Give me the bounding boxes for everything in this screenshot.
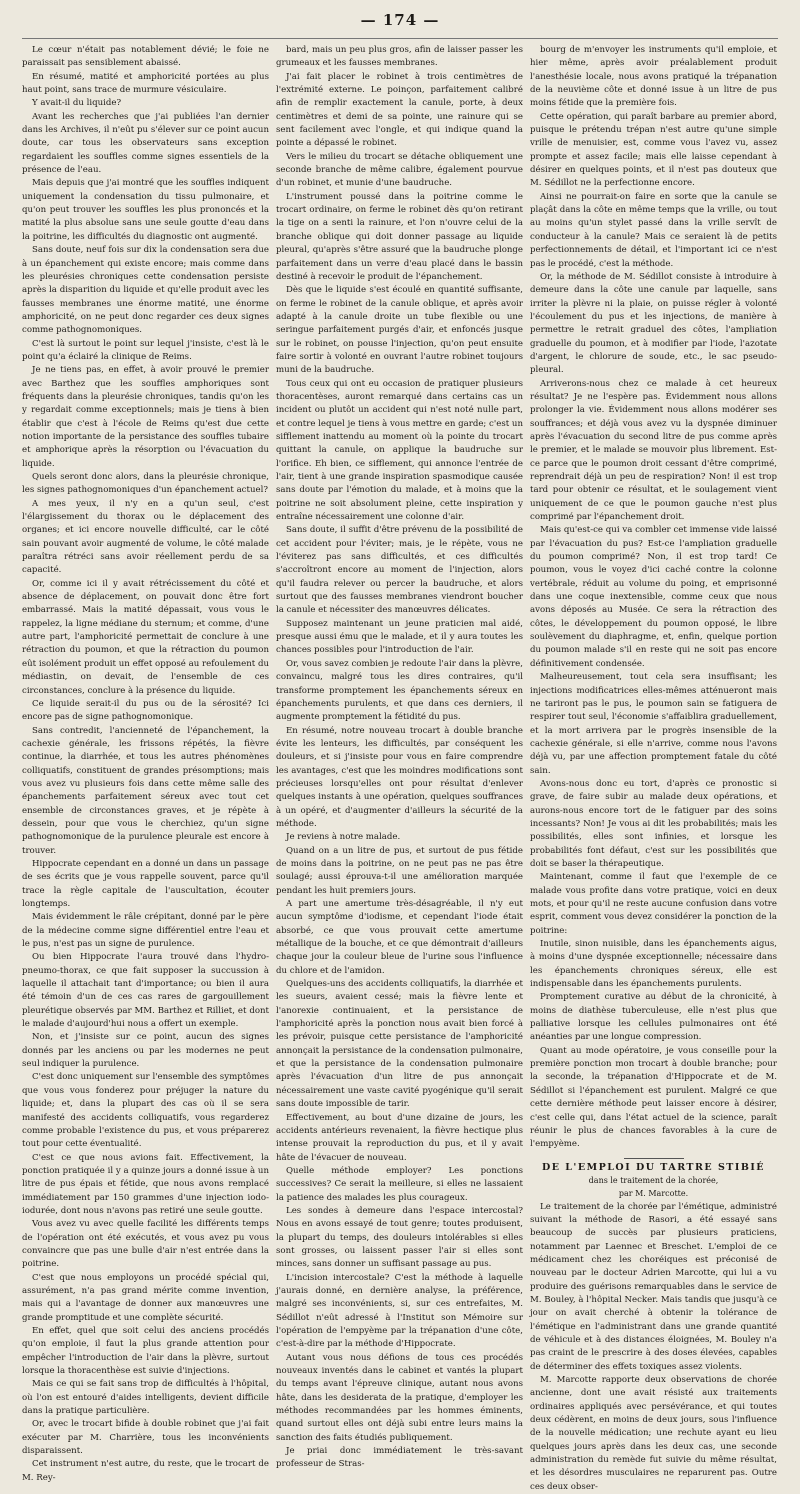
paragraph: A part une amertume très-désagréable, il n'y eut aucun symptôme d'iodisme, et cependant l'iode était absorbé, ce que vous prouvait cette amertume métallique de la bouche, et ce que démontrait d'ailleurs chaque jour la couleur bleue de l'urine sous l'influence du chlore et de l'amidon. (276, 899, 523, 976)
paragraph: Les sondes à demeure dans l'espace intercostal? Nous en avons essayé de tout genre; toutes produisent, la plupart du temps, des douleurs intolérables si elles sont grosses, ou laissent passer l'air si elles sont minces, sans donner un suffisant passage au pus. (276, 1205, 523, 1270)
paragraph: Je ne tiens pas, en effet, à avoir prouvé le premier avec Barthez que les souffles amphoriques sont fréquents dans la pleurésie chroniques, tandis qu'on les y regardait comme exceptionnels; mais je tiens à bien établir que c'est à l'école de Reims qu'est due cette notion importante de la persistance des souffles tubaire et amphorique après la résorption ou l'évacuation du liquide. (22, 365, 269, 469)
paragraph: Sans doute, il suffit d'être prévenu de la possibilité de cet accident pour l'éviter; mais, je le répète, vous ne l'éviterez pas sans difficultés, et ces difficultés s'accroîtront encore au moment de l'injection, alors qu'il faudra relever ou percer la baudruche, et alors surtout que des fausses membranes viendront boucher la canule et nécessiter des manœuvres délicates. (276, 525, 523, 616)
header-rule (22, 38, 778, 39)
paragraph: Arriverons-nous chez ce malade à cet heureux résultat? Je ne l'espère pas. Évidemment nous allons prolonger la vie. Évidemment nous allons modérer ses souffrances; et déjà vous avez vu la dyspnée diminuer après l'évacuation du second litre de pus comme après le premier, et le malade se mouvoir plus librement. Est-ce parce que le poumon droit cessant d'être comprimé, reprendrait déjà un peu de respiration? Non! il est trop tard pour obtenir ce résultat, et le soulagement vient uniquement de ce que le poumon gauche n'est plus comprimé par l'épanchement droit. (530, 378, 777, 523)
paragraph: Ce liquide serait-il du pus ou de la sérosité? Ici encore pas de signe pathognomonique. (22, 698, 269, 723)
page-number: — 174 — (360, 11, 440, 29)
section-separator (624, 1158, 684, 1159)
paragraph: Je reviens à notre malade. (286, 832, 401, 843)
paragraph: Effectivement, au bout d'une dizaine de jours, les accidents antérieurs revenaient, la fièvre hectique plus intense prouvait la reproduction du pus, et il y avait hâte de l'évacuer de nouveau. (276, 1112, 523, 1163)
paragraph: Le traitement de la chorée par l'émétique, administré suivant la méthode de Rasori, a été essayé sans beaucoup de succès par plusieurs praticiens, notamment par Laennec et Breschet. L'emploi de ce médicament chez les choréiques est préconisé de nouveau par le docteur Adrien Marcotte, qui lui a vu produire des guérisons remarquables dans le service de M. Bouley, à l'hôpital Necker. Mais tandis que jusqu'à ce jour on avait cherché à obtenir la tolérance de l'émétique en l'administrant dans une grande quantité de véhicule et à des distances éloignées, M. Bouley n'a pas craint de le prescrire à des doses élevées, capables de déterminer des effets toxiques assez violents. (530, 1201, 777, 1372)
paragraph: Vous avez vu avec quelle facilité les différents temps de l'opération ont été exécutés, et vous avez pu vous convaincre que pas une bulle d'air n'est entrée dans la poitrine. (22, 1219, 269, 1270)
paragraph: Ou bien Hippocrate l'aura trouvé dans l'hydro-pneumo-thorax, ce que fait supposer la succussion à laquelle il attachait tant d'importance; ou bien il aura été témoin d'un de ces cas rares de gargouillement pleurétique observés par MM. Barthez et Rilliet, et dont le malade d'aujourd'hui nous a offert un exemple. (22, 952, 269, 1030)
paragraph: Autant vous nous défions de tous ces procédés nouveaux inventés dans le cabinet et vantés la plupart du temps avant l'épreuve clinique, autant nous avons hâte, dans les desiderata de la pratique, d'employer les méthodes recommandées par les hommes éminents, quand surtout elles ont déjà subi entre leurs mains la sanction des faits étudiés publiquement. (276, 1352, 523, 1443)
paragraph: Dès que le liquide s'est écoulé en quantité suffisante, on ferme le robinet de la canule oblique, et après avoir adapté à la canule droite un tube flexible ou une seringue parfaitement purgés d'air, et enfoncés jusque sur le robinet, on pousse l'injection, qu'on peut ensuite faire sortir à volonté en ouvrant l'autre robinet toujours muni de la baudruche. (276, 285, 523, 376)
paragraph: Le cœur n'était pas notablement dévié; le foie ne paraissait pas sensiblement abaissé. (22, 45, 269, 69)
section-author: par M. Marcotte. (618, 1189, 689, 1199)
paragraph: Supposez maintenant un jeune praticien mal aidé, presque aussi ému que le malade, et il y aura toutes les chances possibles pour l'introduction de l'air. (276, 618, 523, 656)
paragraph: Quant au mode opératoire, je vous conseille pour la première ponction mon trocart à double branche; pour la seconde, la trépanation d'Hippocrate et de M. Sédillot si l'épanchement est purulent. Malgré ce que cette dernière méthode peut laisser encore à désirer, c'est celle qui, dans l'état actuel de la science, paraît réunir le plus de chances favorables à la cure de l'empyème. (530, 1045, 777, 1150)
paragraph: Avant les recherches que j'ai publiées l'an dernier dans les Archives, il n'eût pu s'élever sur ce point aucun doute, car tous les observateurs sans exception regardaient les souffles comme signes essentiels de la présence de l'eau. (22, 111, 269, 176)
paragraph: Sans contredit, l'ancienneté de l'épanchement, la cachexie générale, les frissons répétés, la fièvre continue, la diarrhée, et tous les autres phénomènes colliquatifs, constituent de grandes présomptions; mais vous avez vu plusieurs fois dans cette même salle des épanchements parfaitement séreux avec tout cet ensemble de circonstances graves, et je répète à dessein, pour que vous le cherchiez, qu'un signe pathognomonique de la purulence pleurale est encore à trouver. (22, 725, 269, 856)
paragraph: Maintenant, comme il faut que l'exemple de ce malade vous profite dans votre pratique, voici en deux mots, et pour qu'il ne reste aucune confusion dans votre esprit, comment vous devez considérer la ponction de la poitrine: (530, 872, 777, 936)
section-subtitle: dans le traitement de la chorée, (588, 1175, 719, 1185)
paragraph: Or, comme ici il y avait rétrécissement du côté et absence de déplacement, on pouvait donc être fort embarrassé. Mais la matité dépassait, vous vous le rappelez, la ligne médiane du sternum; et comme, d'une autre part, l'amphoricité permettait de conclure à une rétraction du poumon, et que la rétraction du poumon eût isolément produit un effet opposé au refoulement du médiastin, on devait, de l'ensemble de ces circonstances, conclure à la présence du liquide. (22, 578, 269, 696)
paragraph: Cet instrument n'est autre, du reste, que le trocart de M. Rey- (22, 1459, 269, 1483)
paragraph: L'incision intercostale? C'est la méthode à laquelle j'aurais donné, en dernière analyse, la préférence, malgré ses inconvénients, si, sur ces entrefaites, M. Sédillot n'eût adressé à l'Institut son Mémoire sur l'opération de l'empyème par la trépanation d'une côte, c'est-à-dire par la méthode d'Hippocrate. (276, 1272, 523, 1350)
paragraph: C'est donc uniquement sur l'ensemble des symptômes que vous vous fonderez pour préjuger la nature du liquide; et, dans la plupart des cas où il se sera manifesté des accidents colliquatifs, vous regarderez comme probable l'existence du pus, et vous préparerez tout pour cette éventualité. (22, 1072, 269, 1150)
paragraph: C'est que nous employons un procédé spécial qui, assurément, n'a pas grand mérite comme invention, mais qui a l'avantage de donner aux manœuvres une grande promptitude et une complète sécurité. (22, 1272, 269, 1323)
paragraph: Mais ce qui se fait sans trop de difficultés à l'hôpital, où l'on est entouré d'aides intelligents, devient difficile dans la pratique particulière. (22, 1379, 269, 1417)
paragraph: Mais depuis que j'ai montré que les souffles indiquent uniquement la condensation du tissu pulmonaire, et qu'on peut trouver les souffles les plus prononcés et la matité la plus absolue sans une seule goutte d'eau dans la poitrine, les difficultés du diagnostic ont augmenté. (22, 178, 269, 242)
paragraph: Quelle méthode employer? Les ponctions successives? Ce serait la meilleure, si elles ne lassaient la patience des malades les plus courageux. (276, 1165, 523, 1203)
paragraph: Hippocrate cependant en a donné un dans un passage de ses écrits que je vous rappelle souvent, parce qu'il trace la règle capitale de l'auscultation, écouter longtemps. (22, 858, 269, 909)
paragraph: Or, vous savez combien je redoute l'air dans la plèvre, convaincu, malgré tous les dires contraires, qu'il transforme promptement les épanchements séreux en épanchements purulents, et que dans ces derniers, il augmente promptement la fétidité du pus. (276, 658, 523, 723)
paragraph: Cette opération, qui paraît barbare au premier abord, puisque le prétendu trépan n'est autre qu'une simple vrille de menuisier, est, comme vous l'avez vu, assez prompte et assez facile; mais elle laisse cependant à désirer en quelques points, et il n'est pas douteux que M. Sédillot ne la perfectionne encore. (530, 111, 777, 189)
paragraph: C'est ce que nous avions fait. Effectivement, la ponction pratiquée il y a quinze jours a donné issue à un litre de pus épais et fétide, que nous avons remplacé immédiatement par 150 grammes d'une injection iodo-iodurée, dont nous n'avons pas retiré une seule goutte. (22, 1152, 269, 1216)
paragraph: M. Marcotte rapporte deux observations de chorée ancienne, dont une avait résisté aux traitements ordinaires appliqués avec persévérance, et qui toutes deux cédèrent, en moins de deux jours, sous l'influence de la nouvelle médication; une rechute ayant eu lieu quelques jours après dans les deux cas, une seconde administration du remède fut suivie du même résultat, et les désordres musculaires ne reparurent pas. Outre ces deux obser- (530, 1375, 777, 1492)
paragraph: Vers le milieu du trocart se détache obliquement une seconde branche de même calibre, également pourvue d'un robinet, et munie d'une baudruche. (276, 151, 523, 189)
paragraph: En résumé, notre nouveau trocart à double branche évite les lenteurs, les difficultés, par conséquent les douleurs, et si j'insiste pour vous en faire comprendre les avantages, c'est que les moindres modifications sont précieuses lorsqu'elles ont pour résultat d'enlever quelques instants à une opération, quelques souffrances à un opéré, et d'augmenter d'ailleurs la sécurité de la méthode. (276, 725, 523, 829)
paragraph: Tous ceux qui ont eu occasion de pratiquer plusieurs thoracentèses, auront remarqué dans certains cas un incident ou plutôt un accident qui n'est noté nulle part, et contre lequel je tiens à vous mettre en garde; c'est un sifflement inattendu au moment où la pointe du trocart quittant la canule, on applique la baudruche sur l'orifice. Eh bien, ce sifflement, qui annonce l'entrée de l'air, tient à une grande inspiration spasmodique causée sans doute par l'émotion du malade, et à moins que la poitrine ne soit absolument pleine, cette inspiration y entraîne nécessairement une colonne d'air. (276, 378, 523, 523)
page-header (0, 0, 800, 40)
paragraph: A mes yeux, il n'y en a qu'un seul, c'est l'élargissement du thorax ou le déplacement des organes; et ici encore nouvelle difficulté, car le côté sain pouvant avoir augmenté de volume, le côté malade paraîtra rétréci sans avoir réellement perdu de sa capacité. (22, 498, 269, 576)
paragraph: Sans doute, neuf fois sur dix la condensation sera due à un épanchement qui existe encore; mais comme dans les pleurésies chroniques cette condensation persiste après la disparition du liquide et qu'elle produit avec les fausses membranes une énorme matité, une énorme amphoricité, on ne peut donc regarder ces deux signes comme pathognomoniques. (22, 245, 269, 336)
paragraph: Avons-nous donc eu tort, d'après ce pronostic si grave, de faire subir au malade deux opérations, et aurons-nous encore tort de le fatiguer par des soins incessants? Non! Je vous ai dit les probabilités; mais les possibilités, elles sont infinies, et lorsque les probabilités font défaut, c'est sur les possibilités que doit se baser la thérapeutique. (530, 778, 777, 869)
paragraph: Je priai donc immédiatement le très-savant professeur de Stras- (276, 1446, 523, 1470)
paragraph: Or, la méthode de M. Sédillot consiste à introduire à demeure dans la côte une canule par laquelle, sans irriter la plèvre ni la plaie, on puisse régler à volonté l'écoulement du pus et les injections, de manière à permettre le retrait graduel des côtes, l'ampliation graduelle du poumon, et à modifier par l'iode, l'azotate d'argent, le chlorure de soude, etc., le sac pseudo-pleural. (530, 271, 777, 376)
paragraph: Malheureusement, tout cela sera insuffisant; les injections modificatrices elles-mêmes atténueront mais ne tariront pas le pus, le poumon sain se fatiguera de respirer tout seul, l'économie s'affaiblira graduellement, et la mort arrivera par le progrès insensible de la cachexie générale, si elle n'arrive, comme nous l'avons déjà vu, par une affection promptement fatale du côté sain. (530, 672, 777, 776)
paragraph: Y avait-il du liquide? (32, 98, 122, 109)
paragraph: J'ai fait placer le robinet à trois centimètres de l'extrémité externe. Le poinçon, parfaitement calibré afin de remplir exactement la canule, porte, à deux centimètres et demi de sa pointe, une rainure qui se sent facilement avec l'ongle, et qui indique quand la pointe a dépassé le robinet. (276, 71, 523, 149)
paragraph: En effet, quel que soit celui des anciens procédés qu'on emploie, il faut la plus grande attention pour empêcher l'introduction de l'air dans la plèvre, surtout lorsque la thoracenthèse est suivie d'injections. (22, 1326, 269, 1377)
paragraph: En résumé, matité et amphoricité portées au plus haut point, sans trace de murmure vésiculaire. (22, 71, 269, 96)
section-title: DE L'EMPLOI DU TARTRE STIBIÉ (541, 1161, 766, 1173)
paragraph: C'est là surtout le point sur lequel j'insiste, c'est là le point qu'a éclairé la clinique de Reims. (22, 338, 269, 362)
paragraph: Non, et j'insiste sur ce point, aucun des signes donnés par les anciens ou par les modernes ne peut seul indiquer la purulence. (22, 1032, 269, 1070)
paragraph: Promptement curative au début de la chronicité, à moins de diathèse tuberculeuse, elle n'est plus que palliative lorsque les cellules pulmonaires ont été anéanties par une longue compression. (530, 992, 777, 1043)
paragraph: bard, mais un peu plus gros, afin de laisser passer les grumeaux et les fausses membranes. (276, 45, 523, 69)
paragraph: bourg de m'envoyer les instruments qu'il emploie, et hier même, après avoir préalablement produit l'anesthésie locale, nous avons pratiqué la trépanation de la neuvième côte et donné issue à un litre de pus moins fétide que la première fois. (530, 45, 777, 109)
column-2 (276, 44, 523, 1470)
paragraph: Quels seront donc alors, dans la pleurésie chronique, les signes pathognomoniques d'un épanchement actuel? (22, 472, 269, 496)
column-1 (22, 44, 269, 1483)
column-3 (530, 44, 777, 1492)
paragraph: Quand on a un litre de pus, et surtout de pus fétide de moins dans la poitrine, on ne peut pas ne pas être soulagé; aussi éprouva-t-il une amélioration marquée pendant les huit premiers jours. (276, 845, 523, 896)
paragraph: Ainsi ne pourrait-on faire en sorte que la canule se plaçât dans la côte en même temps que la vrille, ou tout au moins qu'un stylet passé dans la vrille servît de conducteur à la canule? Mais ce seraient là de petits perfectionnements de détail, et l'important ici ce n'est pas le procédé, c'est la méthode. (530, 191, 777, 269)
paragraph: Mais évidemment le râle crépitant, donné par le père de la médecine comme signe différentiel entre l'eau et le pus, n'est pas un signe de purulence. (22, 912, 269, 950)
paragraph: Quelques-uns des accidents colliquatifs, la diarrhée et les sueurs, avaient cessé; mais la fièvre lente et l'anorexie continuaient, et la persistance de l'amphoricité après la ponction nous avait bien forcé à les prévoir, puisque cette persistance de l'amphoricité annonçait la persistance de la condensation pulmonaire, et que la persistance de la condensation pulmonaire après l'évacuation d'un litre de pus annonçait nécessairement une vaste cavité pyogénique qu'il serait sans doute impossible de tarir. (276, 979, 523, 1110)
paragraph: Inutile, sinon nuisible, dans les épanchements aigus, à moins d'une dyspnée exceptionnelle; nécessaire dans les épanchements chroniques séreux, elle est indispensable dans les épanchements purulents. (530, 939, 777, 990)
paragraph: Mais qu'est-ce qui va combler cet immense vide laissé par l'évacuation du pus? Est-ce l'ampliation graduelle du poumon comprimé? Non, il est trop tard! Ce poumon, vous le voyez d'ici caché contre la colonne vertébrale, réduit au volume du poing, et emprisonné dans une coque inextensible, comme ceux que nous avons déposés au Musée. Ce sera la rétraction des côtes, le développement du poumon opposé, le libre soulèvement du diaphragme, et, enfin, quelque portion du poumon malade s'il en reste qui ne soit pas encore définitivement condensée. (530, 525, 777, 669)
paragraph: L'instrument poussé dans la poitrine comme le trocart ordinaire, on ferme le robinet dès qu'on retirant la tige on a senti la rainure, et l'on n'ouvre celui de la branche oblique qui doit donner passage au liquide pleural, qu'après s'être assuré que la baudruche plonge parfaitement dans un verre d'eau placé dans le bassin destiné à recevoir le produit de l'épanchement. (276, 191, 523, 282)
paragraph: Or, avec le trocart bifide à double robinet que j'ai fait exécuter par M. Charrière, tous les inconvénients disparaissent. (22, 1419, 269, 1457)
